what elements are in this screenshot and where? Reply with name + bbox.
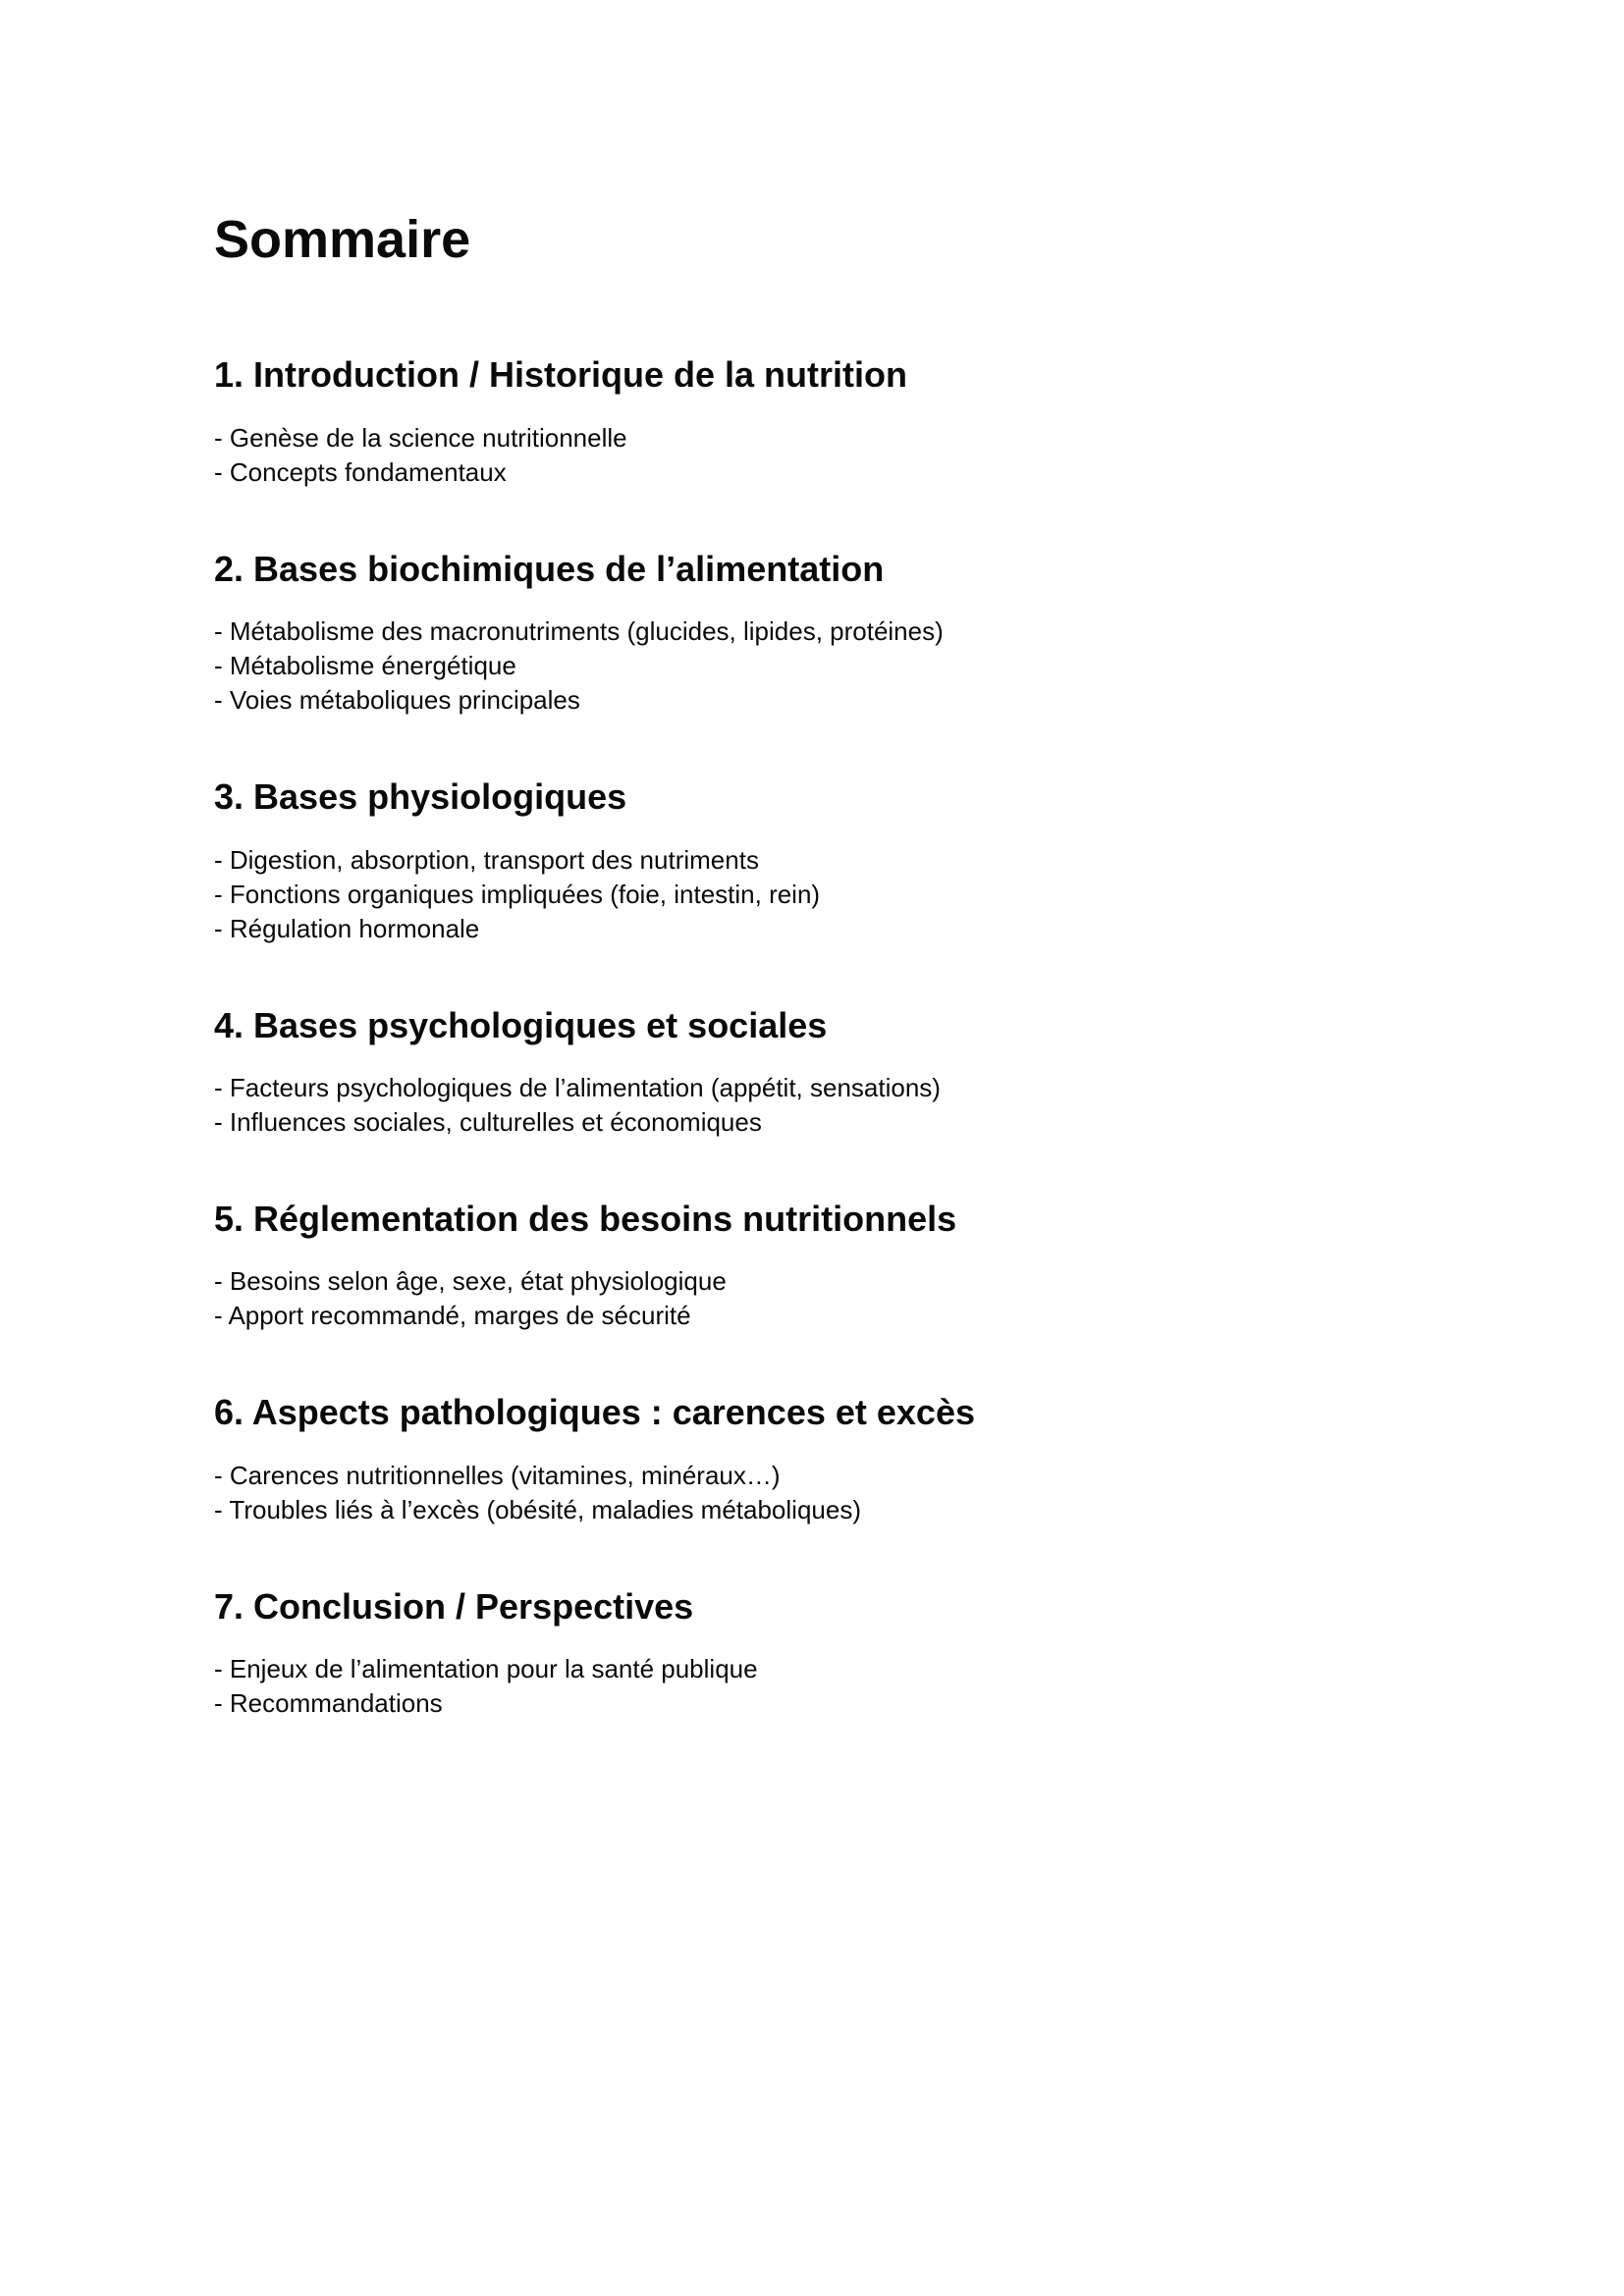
section-bases-physiologiques-items [214, 843, 1487, 946]
document-title: Sommaire [214, 210, 471, 269]
section-bases-psychologiques-heading: 4. Bases psychologiques et sociales [214, 1004, 828, 1045]
toc-item: - Besoins selon âge, sexe, état physiologique [214, 1266, 727, 1297]
section-bases-psychologiques [214, 1005, 1487, 1140]
section-reglementation [214, 1199, 1487, 1333]
section-aspects-pathologiques-items [214, 1459, 1487, 1527]
toc-item: - Métabolisme énergétique [214, 651, 516, 681]
toc-item: - Métabolisme des macronutriments (glucides, lipides, protéines) [214, 616, 944, 647]
toc-item: - Concepts fondamentaux [214, 456, 507, 487]
section-bases-psychologiques-items [214, 1071, 1487, 1140]
toc-item: - Troubles liés à l’excès (obésité, maladies métaboliques) [214, 1494, 861, 1524]
toc-item: - Genèse de la science nutritionnelle [214, 422, 627, 453]
section-conclusion-items [214, 1652, 1487, 1721]
section-aspects-pathologiques-heading: 6. Aspects pathologiques : carences et excès [214, 1392, 975, 1433]
toc-item: - Recommandations [214, 1688, 443, 1719]
section-reglementation-heading: 5. Réglementation des besoins nutritionnels [214, 1198, 957, 1239]
section-reglementation-items [214, 1264, 1487, 1333]
toc-item: - Fonctions organiques impliquées (foie, intestin, rein) [214, 879, 821, 909]
toc-item: - Carences nutritionnelles (vitamines, minéraux…) [214, 1460, 781, 1490]
toc-item: - Digestion, absorption, transport des nutriments [214, 844, 759, 875]
toc-item: - Influences sociales, culturelles et économiques [214, 1106, 762, 1137]
section-bases-biochimiques-heading: 2. Bases biochimiques de l’alimentation [214, 548, 885, 589]
section-conclusion-heading: 7. Conclusion / Perspectives [214, 1585, 694, 1627]
section-introduction-heading: 1. Introduction / Historique de la nutrition [214, 354, 907, 396]
toc-item: - Régulation hormonale [214, 913, 480, 943]
section-introduction-items [214, 421, 1487, 490]
section-bases-biochimiques-items [214, 614, 1487, 718]
section-bases-physiologiques-heading: 3. Bases physiologiques [214, 776, 627, 818]
section-bases-biochimiques [214, 549, 1487, 718]
section-aspects-pathologiques [214, 1392, 1487, 1526]
section-introduction [214, 354, 1487, 489]
section-conclusion [214, 1586, 1487, 1721]
section-bases-physiologiques [214, 776, 1487, 945]
toc-item: - Enjeux de l’alimentation pour la santé publique [214, 1654, 758, 1684]
toc-item: - Voies métaboliques principales [214, 685, 580, 716]
toc-item: - Facteurs psychologiques de l’alimentation (appétit, sensations) [214, 1072, 941, 1102]
toc-item: - Apport recommandé, marges de sécurité [214, 1301, 691, 1331]
